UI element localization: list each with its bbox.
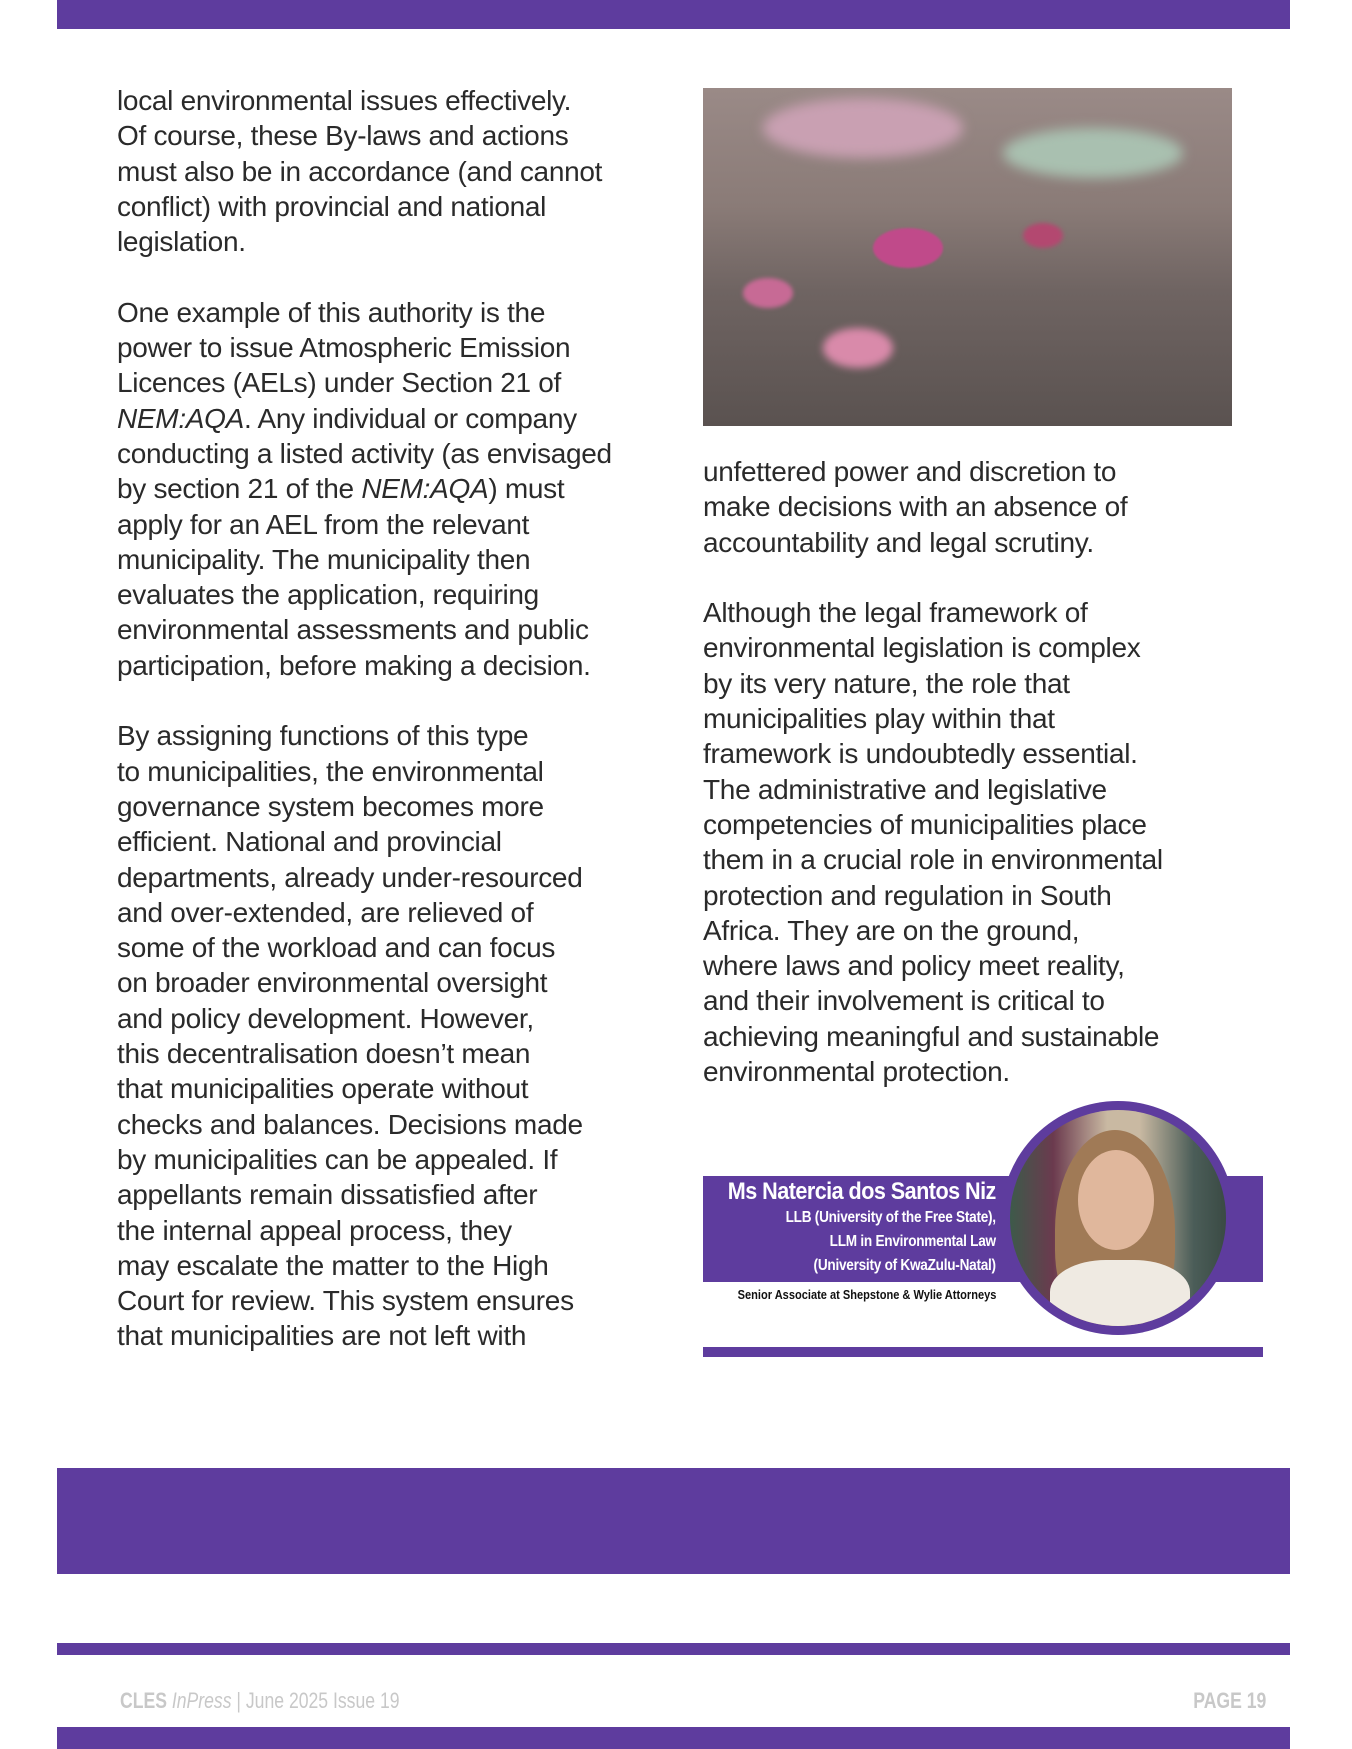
text-line: environmental legislation is complex bbox=[703, 632, 1141, 664]
text-line: that municipalities are not left with bbox=[117, 1320, 527, 1352]
text-line: make decisions with an absence of bbox=[703, 491, 1128, 523]
text-line: and policy development. However, bbox=[117, 1002, 534, 1034]
author-avatar bbox=[1001, 1101, 1235, 1335]
text-line: and their involvement is critical to bbox=[703, 985, 1105, 1017]
text-line: some of the workload and can focus bbox=[117, 932, 556, 964]
text-line: competencies of municipalities place bbox=[703, 808, 1147, 840]
text-line: power to issue Atmospheric Emission bbox=[117, 332, 571, 364]
page-number: PAGE 19 bbox=[1192, 1688, 1266, 1713]
text-line: conflict) with provincial and national bbox=[117, 190, 547, 222]
text-line: checks and balances. Decisions made bbox=[117, 1108, 583, 1140]
author-degree: (University of KwaZulu-Natal) bbox=[813, 1257, 996, 1274]
footer-issue bbox=[120, 1688, 400, 1714]
text-line: participation, before making a decision. bbox=[117, 649, 591, 681]
text-line: framework is undoubtedly essential. bbox=[703, 738, 1138, 770]
text-line: on broader environmental oversight bbox=[117, 967, 548, 999]
italic-text: NEM:AQA bbox=[361, 473, 489, 505]
bottom-bar bbox=[57, 1727, 1290, 1749]
text-line: accountability and legal scrutiny. bbox=[703, 526, 1094, 558]
text-line: conducting a listed activity (as envisaged bbox=[117, 437, 612, 469]
text-line: unfettered power and discretion to bbox=[703, 456, 1117, 487]
text-line: the internal appeal process, they bbox=[117, 1214, 512, 1246]
author-degree: LLM in Environmental Law bbox=[829, 1233, 996, 1250]
text-line: apply for an AEL from the relevant bbox=[117, 508, 530, 540]
text-line: that municipalities operate without bbox=[117, 1073, 529, 1105]
text: ) must bbox=[488, 473, 565, 505]
text-line: Court for review. This system ensures bbox=[117, 1285, 574, 1317]
footer-brand: CLES bbox=[120, 1688, 167, 1713]
text-line: by municipalities can be appealed. If bbox=[117, 1143, 558, 1175]
text-line bbox=[117, 471, 612, 506]
text: . Any individual or company bbox=[244, 402, 577, 434]
text-line: to municipalities, the environmental bbox=[117, 755, 544, 787]
text-line: Of course, these By-laws and actions bbox=[117, 120, 569, 152]
text-line: environmental assessments and public bbox=[117, 614, 589, 646]
text: by section 21 of the bbox=[117, 473, 362, 505]
footer-publication: InPress bbox=[171, 1688, 232, 1713]
text-line: Licences (AELs) under Section 21 of bbox=[117, 367, 561, 399]
text-line: environmental protection. bbox=[703, 1056, 1010, 1088]
text-line: The administrative and legislative bbox=[703, 773, 1107, 805]
left-column bbox=[117, 83, 612, 1354]
text-line: may escalate the matter to the High bbox=[117, 1249, 549, 1281]
author-role: Senior Associate at Shepstone & Wylie Attorneys bbox=[737, 1287, 996, 1302]
text-line: efficient. National and provincial bbox=[117, 826, 502, 858]
paragraph bbox=[703, 454, 1163, 560]
text-line: municipalities play within that bbox=[703, 703, 1055, 735]
text-line: and over-extended, are relieved of bbox=[117, 896, 534, 928]
text-line: local environmental issues effectively. bbox=[117, 85, 572, 116]
text-line: evaluates the application, requiring bbox=[117, 579, 539, 611]
text-line: Although the legal framework of bbox=[703, 597, 1088, 629]
top-bar bbox=[57, 0, 1290, 29]
paragraph bbox=[117, 718, 612, 1353]
purple-block bbox=[57, 1468, 1290, 1574]
right-column bbox=[703, 454, 1163, 1089]
text-line: departments, already under-resourced bbox=[117, 861, 583, 893]
text-line: achieving meaningful and sustainable bbox=[703, 1020, 1160, 1052]
fallen-petals-photo bbox=[703, 88, 1232, 426]
text-line: must also be in accordance (and cannot bbox=[117, 155, 603, 187]
text-line: legislation. bbox=[117, 226, 246, 258]
author-underline bbox=[703, 1347, 1263, 1357]
paragraph bbox=[117, 295, 612, 683]
paragraph bbox=[703, 595, 1163, 1089]
author-info bbox=[698, 1178, 996, 1278]
text-line: appellants remain dissatisfied after bbox=[117, 1179, 538, 1211]
text-line: By assigning functions of this type bbox=[117, 720, 529, 752]
text-line bbox=[117, 401, 612, 436]
footer-rule bbox=[57, 1643, 1290, 1655]
footer-issue-date: | June 2025 Issue 19 bbox=[236, 1688, 400, 1713]
text-line: protection and regulation in South bbox=[703, 879, 1112, 911]
text-line: One example of this authority is the bbox=[117, 296, 546, 328]
text-line: Africa. They are on the ground, bbox=[703, 914, 1080, 946]
text-line: them in a crucial role in environmental bbox=[703, 844, 1163, 876]
text-line: where laws and policy meet reality, bbox=[703, 950, 1125, 982]
author-name: Ms Natercia dos Santos Niz bbox=[727, 1178, 996, 1205]
text-line: municipality. The municipality then bbox=[117, 543, 531, 575]
text-line: governance system becomes more bbox=[117, 790, 544, 822]
text-line: this decentralisation doesn’t mean bbox=[117, 1038, 531, 1070]
italic-text: NEM:AQA bbox=[117, 402, 245, 434]
paragraph bbox=[117, 83, 612, 259]
author-degree: LLB (University of the Free State), bbox=[785, 1209, 996, 1226]
text-line: by its very nature, the role that bbox=[703, 667, 1070, 699]
